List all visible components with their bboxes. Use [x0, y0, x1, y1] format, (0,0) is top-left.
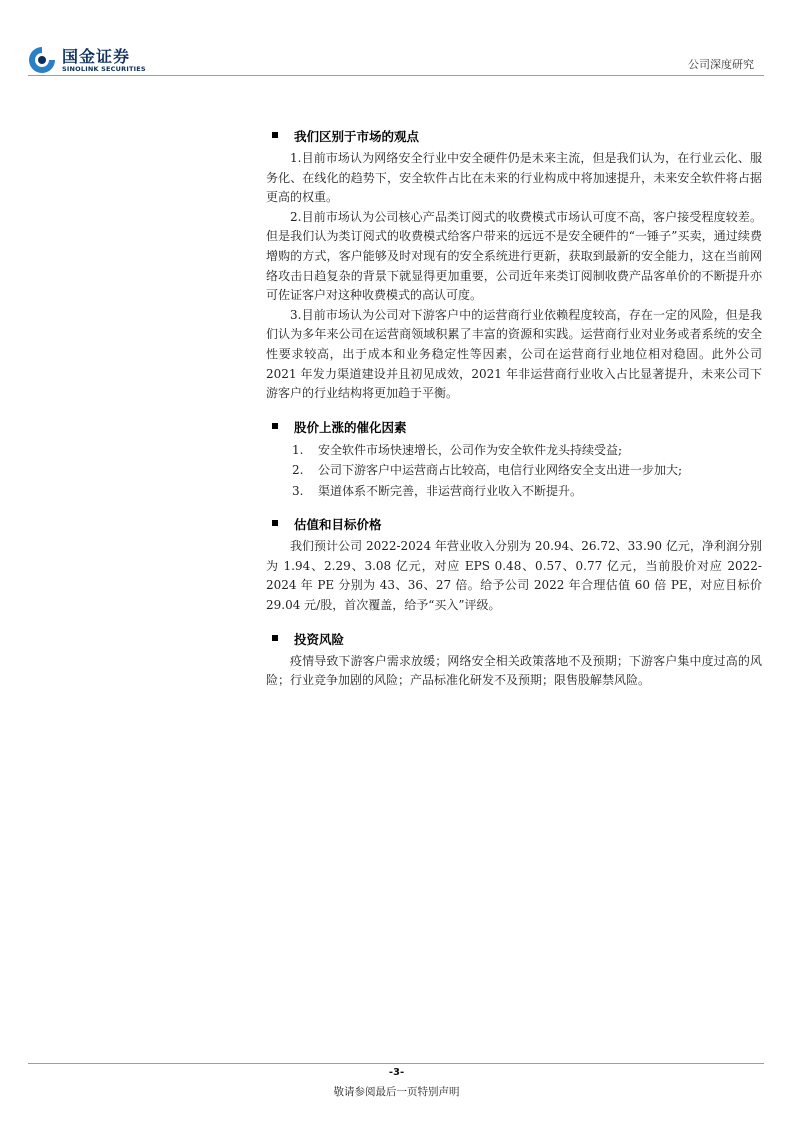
main-content	[266, 125, 762, 703]
disclaimer-note: 敬请参阅最后一页特别声明	[333, 1086, 460, 1098]
catalyst-item: 1. 安全软件市场快速增长，公司作为安全软件龙头持续受益;	[292, 442, 623, 457]
header-divider	[28, 75, 764, 76]
sinolink-logo-icon	[28, 46, 56, 74]
square-bullet-icon	[272, 423, 278, 429]
section-title: 估值和目标价格	[266, 513, 762, 537]
view-paragraph-3: 3.目前市场认为公司对下游客户中的运营商行业依赖程度较高，存在一定的风险，但是我们认为多年来公司在运营商领域积累了丰富的资源和实践。运营商行业对业务或者系统的安全性要求较高，出于成本和业务稳定性等因素，公司在运营商行业地位相对稳固。此外公司 2021 年发力渠道建设并且初见成效，2021 年非运营商行业收入占比显著提升，未来公司下游客户的行业结构将更加趋于平衡。	[266, 307, 762, 401]
company-logo	[28, 44, 158, 78]
section-title: 股价上涨的催化因素	[266, 416, 762, 440]
logo-english-name: SINOLINK SECURITIES	[62, 65, 146, 73]
risk-paragraph: 疫情导致下游客户需求放缓；网络安全相关政策落地不及预期；下游客户集中度过高的风险；行业竞争加剧的风险；产品标准化研发不及预期；限售股解禁风险。	[266, 653, 762, 688]
catalyst-item: 2. 公司下游客户中运营商占比较高，电信行业网络安全支出进一步加大;	[292, 463, 683, 478]
view-paragraph-1: 1.目前市场认为网络安全行业中安全硬件仍是未来主流，但是我们认为，在行业云化、服务化、在线化的趋势下，安全软件占比在未来的行业构成中将加速提升，未来安全软件将占据更高的权重。	[266, 151, 762, 205]
square-bullet-icon	[272, 520, 278, 526]
section-risks	[266, 628, 762, 691]
section-title: 我们区别于市场的观点	[266, 125, 762, 149]
footer-divider	[28, 1063, 764, 1064]
report-type-label: 公司深度研究	[688, 58, 754, 71]
section-differentiated-view	[266, 125, 762, 404]
page-header	[28, 40, 764, 76]
page-number: -3-	[388, 1067, 405, 1078]
section-valuation	[266, 513, 762, 615]
view-paragraph-2: 2.目前市场认为公司核心产品类订阅式的收费模式市场认可度不高，客户接受程度较差。但是我们认为类订阅式的收费模式给客户带来的远远不是安全硬件的“一锤子”买卖，通过续费增购的方式，客户能够及时对现有的安全系统进行更新，获取到最新的安全能力，这在当前网络攻击日趋复杂的背景下就显得更加重要，公司近年来类订阅制收费产品客单价的不断提升亦可佐证客户对这种收费模式的高认可度。	[266, 209, 762, 303]
catalyst-item: 3. 渠道体系不断完善，非运营商行业收入不断提升。	[292, 483, 583, 498]
section-catalysts	[266, 416, 762, 502]
section-title: 投资风险	[266, 628, 762, 652]
valuation-paragraph: 我们预计公司 2022-2024 年营业收入分别为 20.94、26.72、33.90 亿元，净利润分别为 1.94、2.29、3.08 亿元，对应 EPS 0.48、0.57、0.77 亿元，当前股价对应 2022-2024 年 PE 分别为 43、36、27 倍。给予公司 2022 年合理估值 60 倍 PE，对应目标价 29.04 元/股，首次覆盖，给予“买入”评级。	[266, 539, 762, 612]
square-bullet-icon	[272, 635, 278, 641]
square-bullet-icon	[272, 132, 278, 138]
logo-chinese-name: 国金证券	[62, 47, 131, 66]
